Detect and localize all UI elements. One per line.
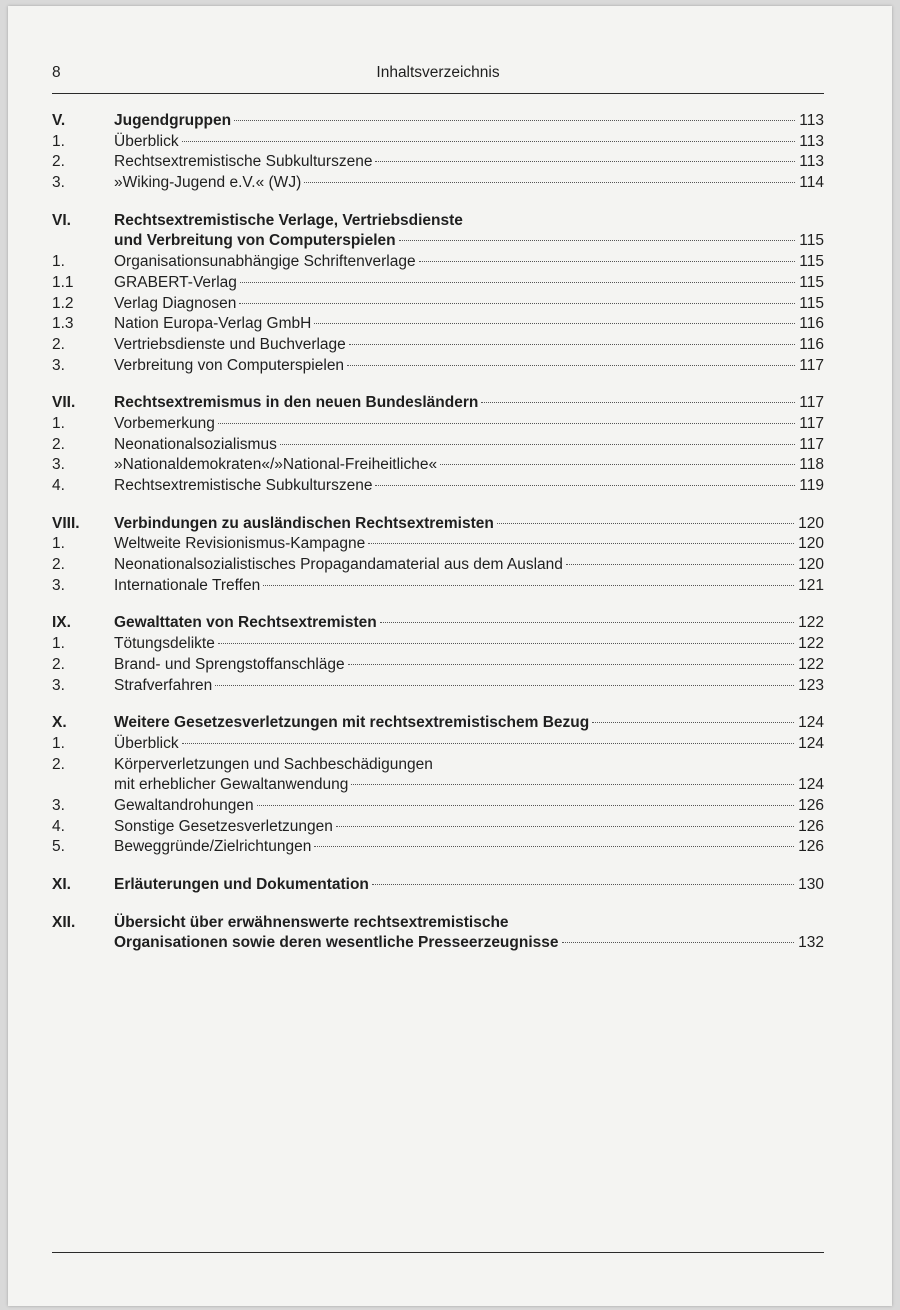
dot-leader — [182, 141, 796, 142]
dot-leader — [239, 303, 795, 304]
toc-entry-row — [52, 734, 824, 755]
toc-chapter-row — [52, 913, 824, 934]
header-rule — [52, 93, 824, 94]
toc-entry-title: Sonstige Gesetzesverletzungen — [114, 817, 333, 835]
toc-entry-title: Vorbemerkung — [114, 414, 215, 432]
document-page — [8, 6, 892, 1306]
toc-entry-number: XII. — [52, 913, 76, 931]
toc-chapter-row — [52, 713, 824, 734]
toc-page-reference: 115 — [799, 294, 824, 312]
toc-page-reference: 123 — [798, 676, 824, 694]
toc-entry-number: 2. — [52, 435, 65, 453]
dot-leader — [240, 282, 795, 283]
toc-entry-row — [52, 435, 824, 456]
toc-entry-title: Gewalttaten von Rechtsextremisten — [114, 614, 377, 632]
toc-chapter-row — [52, 231, 824, 252]
toc-entry-number: 1. — [52, 734, 65, 752]
toc-page-reference: 126 — [798, 838, 824, 856]
toc-entry-row — [52, 294, 824, 315]
toc-entry-title: Tötungsdelikte — [114, 635, 215, 653]
toc-section — [52, 913, 824, 954]
toc-page-reference: 119 — [799, 477, 824, 494]
dot-leader — [399, 240, 796, 241]
dot-leader — [314, 323, 795, 324]
toc-entry-title: Organisationsunabhängige Schriftenverlage — [114, 253, 416, 271]
toc-page-reference: 120 — [798, 514, 824, 532]
toc-entry-row — [52, 775, 824, 796]
toc-entry-title: Rechtsextremismus in den neuen Bundesländern — [114, 394, 479, 412]
toc-page-reference: 113 — [799, 132, 824, 150]
toc-entry-number: 3. — [52, 676, 65, 694]
toc-entry-title: Nation Europa-Verlag GmbH — [114, 315, 312, 333]
dot-leader — [314, 846, 794, 847]
toc-entry-title: Brand- und Sprengstoffanschläge — [114, 655, 345, 673]
toc-entry-number: 1. — [52, 414, 65, 432]
toc-entry-number: 2. — [52, 335, 65, 353]
toc-entry-number: 2. — [52, 153, 65, 171]
toc-entry-title: Neonationalsozialistisches Propagandamaterial aus dem Ausland — [114, 556, 563, 574]
dot-leader — [347, 365, 795, 366]
toc-entry-number: 3. — [52, 356, 65, 374]
dot-leader — [182, 743, 795, 744]
toc-entry-number: IX. — [52, 614, 71, 632]
toc-page-reference: 126 — [798, 796, 824, 814]
toc-page-reference: 126 — [798, 817, 824, 835]
toc-page-reference: 124 — [798, 776, 824, 794]
toc-entry-row — [52, 476, 824, 497]
toc-entry-number: 1. — [52, 253, 65, 271]
dot-leader — [592, 722, 794, 723]
toc-entry-title: »Wiking-Jugend e.V.« (WJ) — [114, 174, 302, 192]
dot-leader — [375, 485, 795, 486]
toc-entry-row — [52, 252, 824, 273]
toc-entry-number: VI. — [52, 211, 71, 229]
toc-entry-title: Übersicht über erwähnenswerte rechtsextremistische — [114, 913, 509, 931]
toc-chapter-row — [52, 211, 824, 232]
toc-entry-row — [52, 576, 824, 597]
toc-entry-title: Vertriebsdienste und Buchverlage — [114, 335, 346, 353]
toc-entry-title: Jugendgruppen — [114, 112, 232, 129]
toc-entry-number: 2. — [52, 655, 65, 673]
page-number: 8 — [52, 64, 61, 81]
toc-section — [52, 514, 824, 597]
toc-entry-title: Gewaltandrohungen — [114, 796, 254, 814]
toc-entry-number: XI. — [52, 876, 71, 893]
toc-entry-title: Beweggründe/Zielrichtungen — [114, 838, 312, 856]
toc-entry-title: Weitere Gesetzesverletzungen mit rechtsextremistischem Bezug — [114, 714, 590, 732]
toc-page-reference: 113 — [799, 112, 824, 129]
toc-entry-number: 1.1 — [52, 273, 74, 291]
toc-entry-title: Rechtsextremistische Subkulturszene — [114, 477, 373, 494]
toc-chapter-row — [52, 393, 824, 414]
dot-leader — [280, 444, 795, 445]
toc-page-reference: 120 — [798, 556, 824, 574]
toc-section — [52, 393, 824, 496]
toc-entry-title: »Nationaldemokraten«/»National-Freiheitliche« — [114, 456, 438, 474]
toc-page-reference: 117 — [799, 394, 824, 412]
toc-page-reference: 118 — [799, 456, 824, 474]
toc-page-reference: 130 — [798, 876, 824, 893]
dot-leader — [440, 464, 795, 465]
toc-entry-number: 4. — [52, 477, 65, 494]
toc-page-reference: 116 — [799, 315, 824, 333]
dot-leader — [349, 344, 795, 345]
toc-entry-title: Internationale Treffen — [114, 576, 261, 594]
toc-entry-row — [52, 273, 824, 294]
toc-section — [52, 713, 824, 858]
toc-entry-row — [52, 314, 824, 335]
toc-page-reference: 114 — [799, 174, 824, 192]
dot-leader — [336, 826, 794, 827]
toc-entry-number: VII. — [52, 394, 76, 412]
toc-page-reference: 122 — [798, 635, 824, 653]
toc-entry-row — [52, 132, 824, 153]
toc-page-reference: 122 — [798, 614, 824, 632]
toc-entry-number: 1.3 — [52, 315, 74, 333]
toc-page-reference: 117 — [799, 356, 824, 374]
dot-leader — [218, 423, 795, 424]
toc-entry-title: GRABERT-Verlag — [114, 273, 237, 291]
toc-entry-row — [52, 634, 824, 655]
toc-entry-row — [52, 655, 824, 676]
toc-entry-row — [52, 534, 824, 555]
dot-leader — [562, 942, 795, 943]
toc-entry-number: 3. — [52, 796, 65, 814]
toc-page-reference: 120 — [798, 535, 824, 553]
toc-entry-row — [52, 755, 824, 776]
toc-entry-row — [52, 152, 824, 173]
dot-leader — [419, 261, 796, 262]
toc-entry-row — [52, 817, 824, 838]
toc-entry-row — [52, 796, 824, 817]
toc-chapter-row — [52, 933, 824, 954]
toc-entry-row — [52, 837, 824, 858]
toc-entry-number: 3. — [52, 576, 65, 594]
dot-leader — [380, 622, 794, 623]
toc-entry-number: VIII. — [52, 514, 80, 532]
toc-page-reference: 121 — [798, 576, 824, 594]
toc-page-reference: 115 — [799, 253, 824, 271]
toc-entry-row — [52, 414, 824, 435]
toc-page-reference: 113 — [799, 153, 824, 171]
toc-entry-number: 1. — [52, 132, 65, 150]
toc-page-reference: 116 — [799, 335, 824, 353]
toc-entry-title: Überblick — [114, 132, 179, 150]
toc-chapter-row — [52, 514, 824, 535]
dot-leader — [218, 643, 794, 644]
toc-entry-number: 2. — [52, 556, 65, 574]
toc-page-reference: 122 — [798, 655, 824, 673]
dot-leader — [372, 884, 794, 885]
toc-entry-title: und Verbreitung von Computerspielen — [114, 232, 396, 250]
dot-leader — [368, 543, 794, 544]
toc-page-reference: 117 — [799, 414, 824, 432]
toc-page-reference: 115 — [799, 273, 824, 291]
footer-rule — [52, 1252, 824, 1253]
toc-entry-number: 3. — [52, 456, 65, 474]
toc-entry-title: Verbindungen zu ausländischen Rechtsextremisten — [114, 514, 494, 532]
dot-leader — [304, 182, 795, 183]
toc-entry-title: Strafverfahren — [114, 676, 213, 694]
toc-entry-number: V. — [52, 112, 66, 129]
toc-page-reference: 117 — [799, 435, 824, 453]
toc-section — [52, 613, 824, 696]
toc-entry-number: 3. — [52, 174, 65, 192]
toc-entry-title: Neonationalsozialismus — [114, 435, 277, 453]
toc-chapter-row — [52, 613, 824, 634]
dot-leader — [348, 664, 794, 665]
toc-page-reference: 124 — [798, 734, 824, 752]
toc-entry-number: X. — [52, 714, 67, 732]
dot-leader — [263, 585, 794, 586]
toc-section — [52, 211, 824, 377]
toc-entry-row — [52, 173, 824, 194]
dot-leader — [234, 120, 795, 121]
dot-leader — [215, 685, 794, 686]
table-of-contents — [52, 111, 824, 971]
dot-leader — [257, 805, 795, 806]
toc-entry-title: Organisationen sowie deren wesentliche Presseerzeugnisse — [114, 934, 559, 952]
toc-entry-row — [52, 676, 824, 697]
toc-entry-number: 4. — [52, 817, 65, 835]
dot-leader — [375, 161, 795, 162]
toc-entry-row — [52, 335, 824, 356]
toc-entry-title: Weltweite Revisionismus-Kampagne — [114, 535, 366, 553]
toc-page-reference: 132 — [798, 934, 824, 952]
dot-leader — [497, 523, 794, 524]
toc-chapter-row — [52, 111, 824, 132]
toc-section — [52, 111, 824, 194]
toc-entry-number: 1. — [52, 535, 65, 553]
dot-leader — [351, 784, 794, 785]
toc-page-reference: 124 — [798, 714, 824, 732]
toc-entry-title: Rechtsextremistische Subkulturszene — [114, 153, 373, 171]
toc-page-reference: 115 — [799, 232, 824, 250]
toc-entry-row — [52, 455, 824, 476]
toc-entry-title: mit erheblicher Gewaltanwendung — [114, 776, 349, 794]
toc-entry-title: Körperverletzungen und Sachbeschädigungen — [114, 755, 433, 773]
toc-section — [52, 875, 824, 896]
toc-entry-number: 5. — [52, 838, 65, 856]
toc-chapter-row — [52, 875, 824, 896]
toc-entry-title: Überblick — [114, 734, 179, 752]
toc-entry-title: Rechtsextremistische Verlage, Vertriebsdienste — [114, 211, 463, 229]
toc-entry-row — [52, 356, 824, 377]
toc-entry-title: Verbreitung von Computerspielen — [114, 356, 345, 374]
toc-entry-number: 1. — [52, 635, 65, 653]
dot-leader — [566, 564, 794, 565]
toc-entry-number: 2. — [52, 755, 65, 773]
toc-entry-number: 1.2 — [52, 294, 74, 312]
dot-leader — [481, 402, 795, 403]
toc-entry-row — [52, 555, 824, 576]
page-title: Inhaltsverzeichnis — [376, 64, 500, 81]
toc-entry-title: Verlag Diagnosen — [114, 294, 237, 312]
toc-entry-title: Erläuterungen und Dokumentation — [114, 876, 369, 893]
